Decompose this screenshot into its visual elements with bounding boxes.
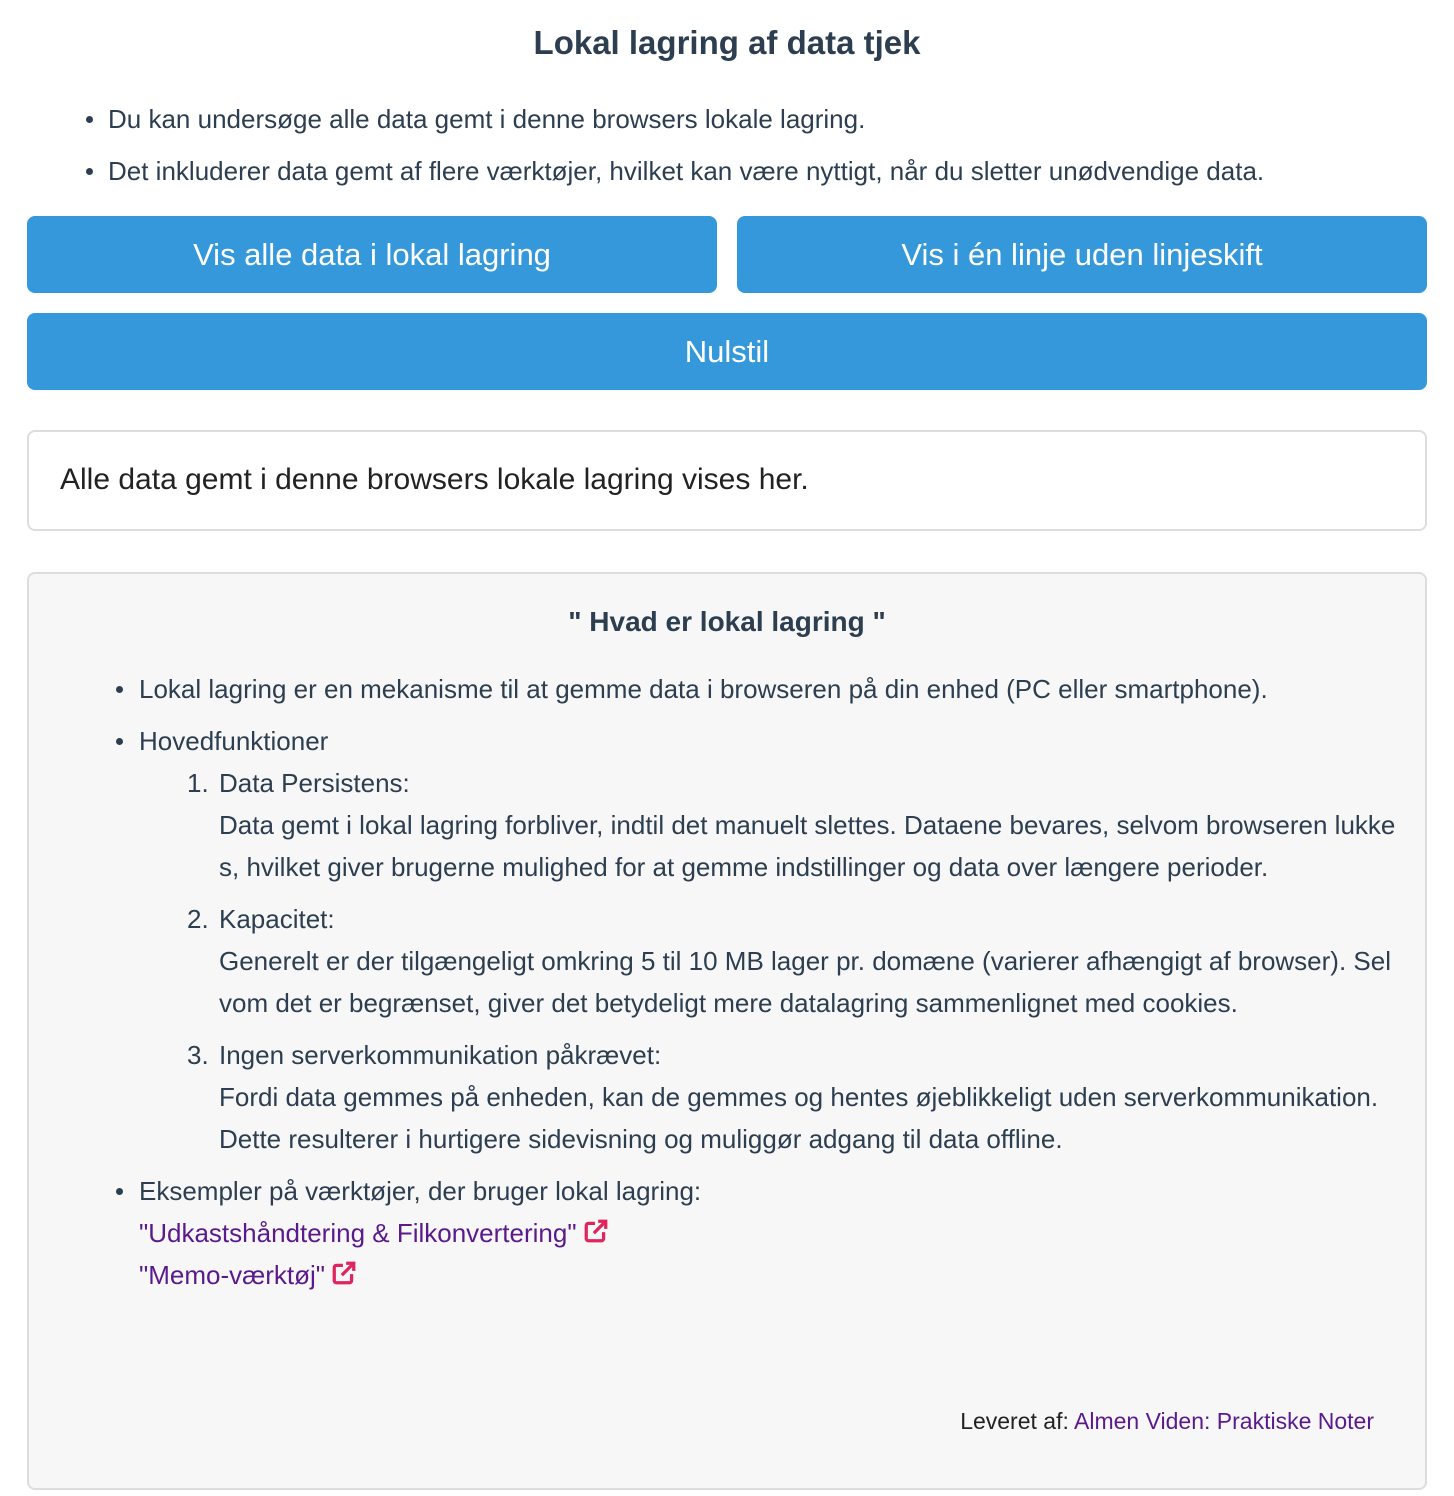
info-definition: Lokal lagring er en mekanisme til at gemme data i browseren på din enhed (PC eller smartphone). <box>139 668 1399 710</box>
info-title: " Hvad er lokal lagring " <box>568 606 886 637</box>
credit-line <box>960 1406 1374 1436</box>
feature-title: Data Persistens: <box>219 768 410 798</box>
tool-link-label: "Memo-værktøj" <box>139 1260 326 1290</box>
feature-item <box>139 898 1399 1024</box>
feature-item <box>139 762 1399 888</box>
page-title: Lokal lagring af data tjek <box>533 24 921 61</box>
info-panel <box>27 572 1427 1490</box>
feature-title: Ingen serverkommunikation påkrævet: <box>219 1040 662 1070</box>
show-all-data-button[interactable]: Vis alle data i lokal lagring <box>27 216 717 293</box>
tool-link-memo-tool[interactable] <box>139 1254 357 1296</box>
examples-heading: Eksempler på værktøjer, der bruger lokal lagring: <box>139 1176 702 1206</box>
credit-link[interactable]: Almen Viden: Praktiske Noter <box>1074 1408 1374 1434</box>
external-link-icon <box>331 1260 357 1286</box>
credit-label: Leveret af: <box>960 1408 1074 1434</box>
feature-title: Kapacitet: <box>219 904 335 934</box>
feature-description: Fordi data gemmes på enheden, kan de gemmes og hentes øjeblikkeligt uden serverkommunikation. Dette resulterer i hurtigere sidevisning og muliggør adgang til data offline. <box>219 1082 1379 1154</box>
external-link-icon <box>583 1218 609 1244</box>
examples-item <box>139 1170 1399 1296</box>
feature-number: 3. <box>187 1040 209 1070</box>
feature-item <box>139 1034 1399 1160</box>
feature-number: 1. <box>187 768 209 798</box>
features-item <box>139 720 1399 1160</box>
info-list <box>139 668 1399 1306</box>
reset-button[interactable]: Nulstil <box>27 313 1427 390</box>
feature-description: Data gemt i lokal lagring forbliver, indtil det manuelt slettes. Dataene bevares, selvom browseren lukkes, hvilket giver brugerne mulighed for at gemme indstillinger og data over længere perioder. <box>219 810 1396 882</box>
features-list <box>139 762 1399 1160</box>
intro-item: Du kan undersøge alle data gemt i denne browsers lokale lagring. <box>108 93 1264 145</box>
feature-number: 2. <box>187 904 209 934</box>
intro-list <box>27 93 1264 197</box>
intro-item: Det inkluderer data gemt af flere værktøjer, hvilket kan være nyttigt, når du sletter unødvendige data. <box>108 145 1264 197</box>
show-one-line-button[interactable]: Vis i én linje uden linjeskift <box>737 216 1427 293</box>
tool-link-label: "Udkastshåndtering & Filkonvertering" <box>139 1218 577 1248</box>
features-heading: Hovedfunktioner <box>139 726 329 756</box>
output-area[interactable] <box>27 430 1427 531</box>
tool-link-draft-manager[interactable] <box>139 1212 609 1254</box>
output-text: Alle data gemt i denne browsers lokale lagring vises her. <box>60 463 809 496</box>
feature-description: Generelt er der tilgængeligt omkring 5 til 10 MB lager pr. domæne (varierer afhængigt af browser). Selvom det er begrænset, giver det betydeligt mere datalagring sammenlignet med cookies. <box>219 946 1391 1018</box>
